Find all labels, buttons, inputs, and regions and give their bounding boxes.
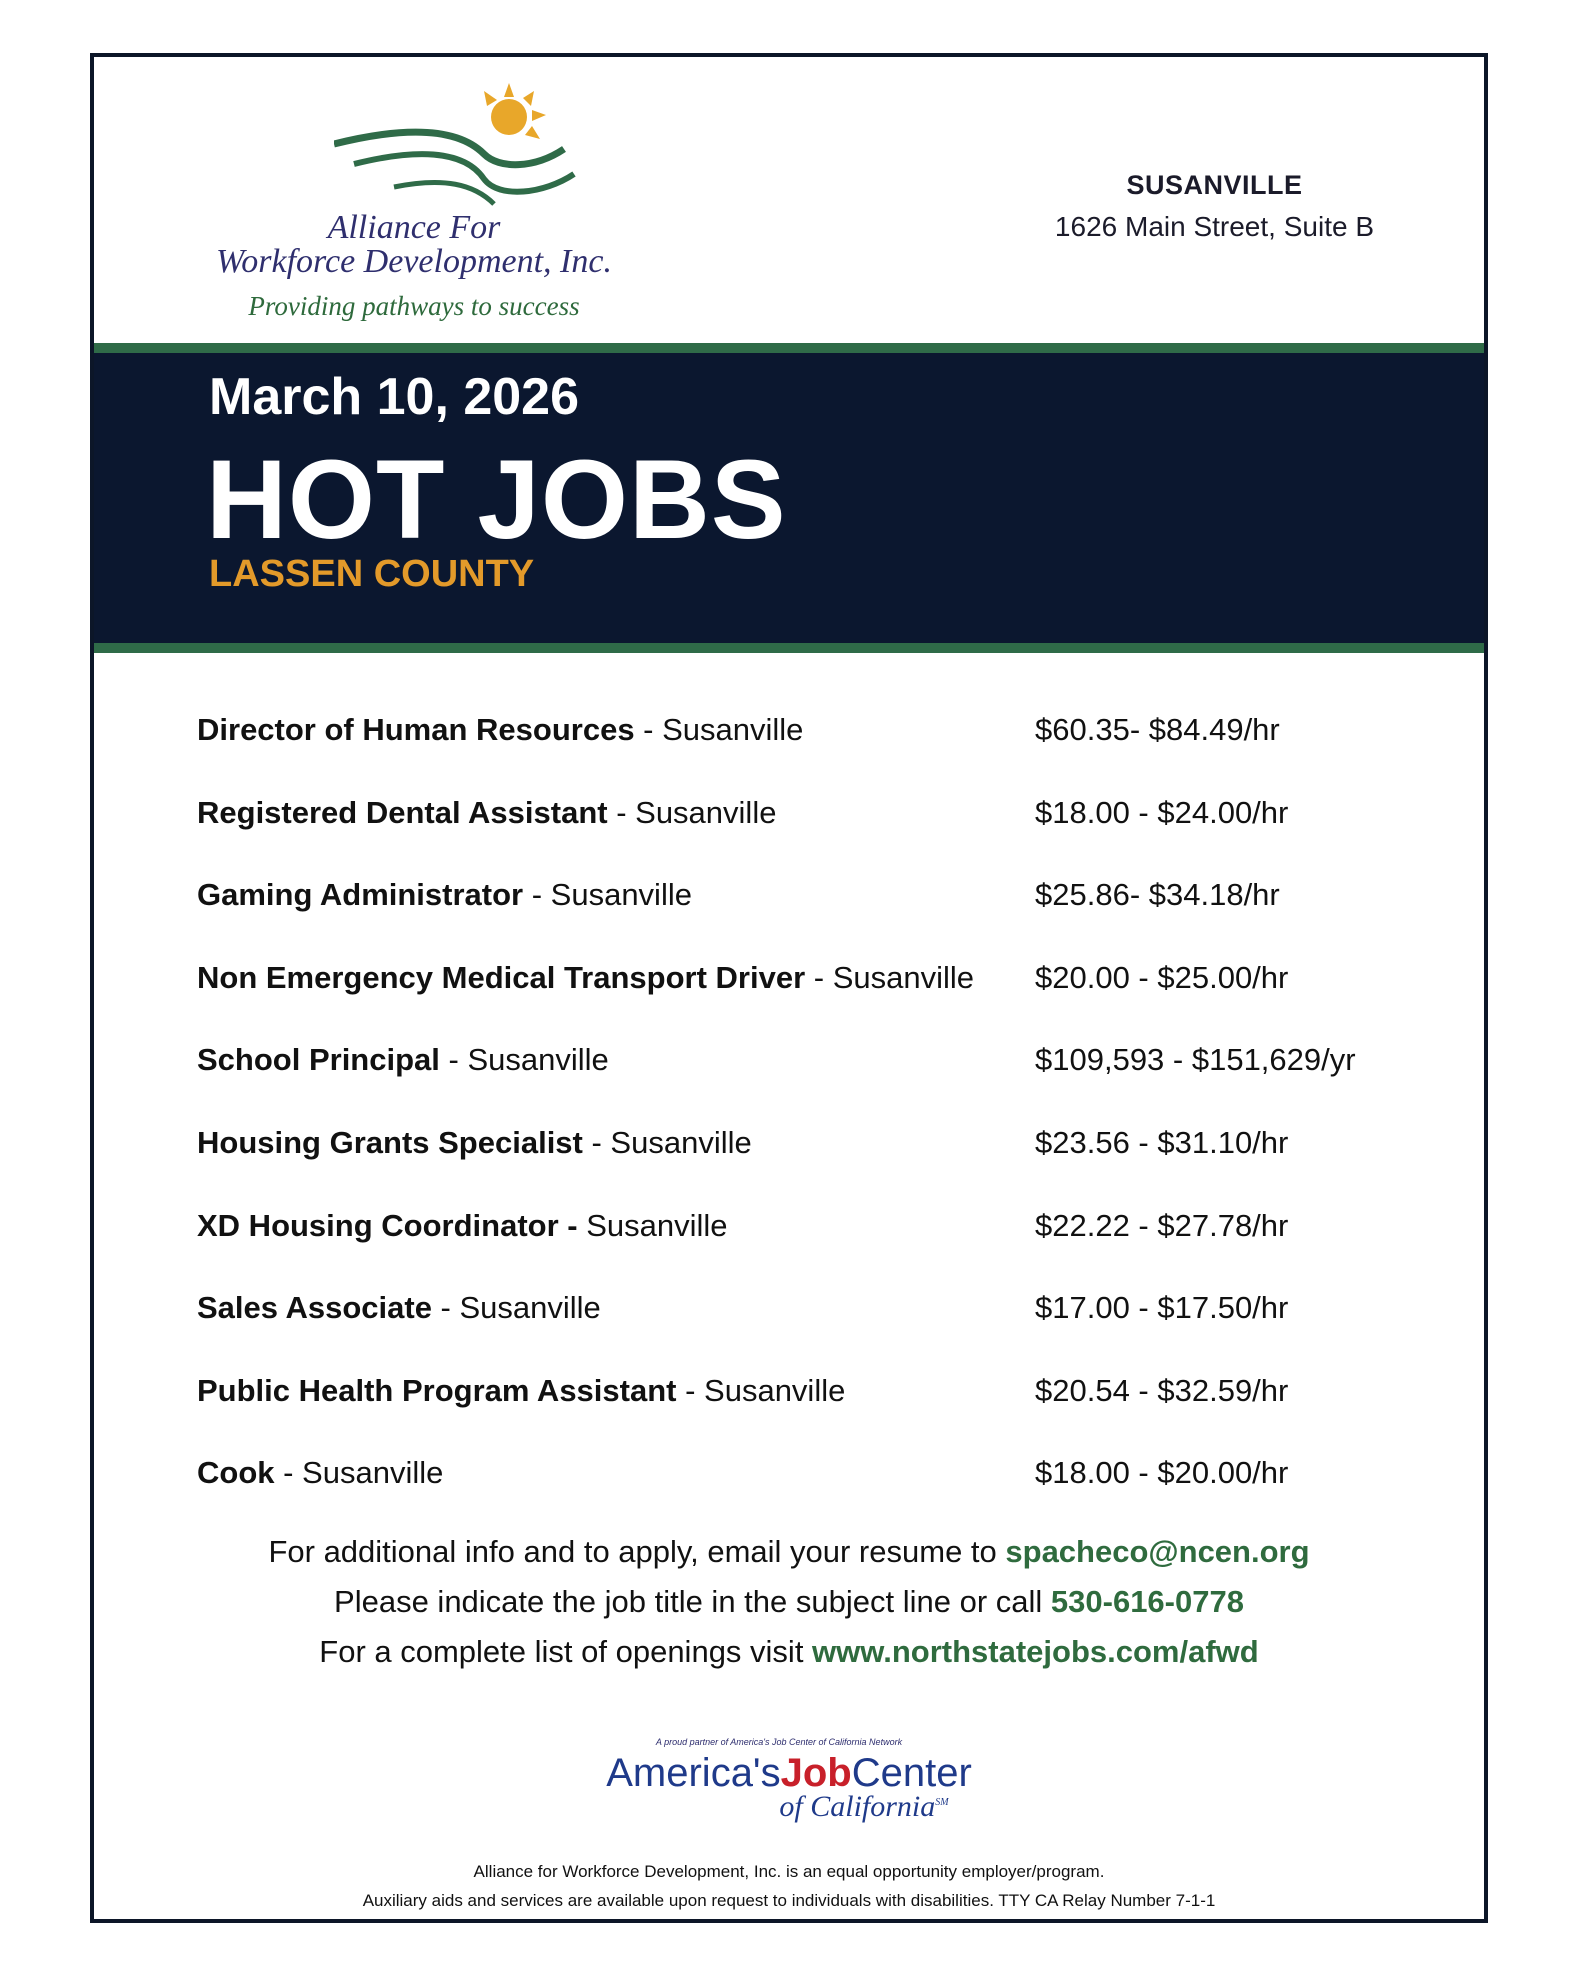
- job-location: - Susanville: [439, 1042, 609, 1078]
- job-location: - Susanville: [634, 712, 804, 747]
- job-list: [197, 712, 1397, 1538]
- organization-name: [204, 211, 624, 279]
- hot-jobs-banner: [94, 353, 1484, 643]
- ajcc-name-job: Job: [780, 1751, 852, 1795]
- top-green-stripe: [94, 343, 1484, 353]
- job-row: [197, 1125, 1397, 1208]
- office-city: SUSANVILLE: [1126, 170, 1303, 200]
- job-title: Sales Associate: [197, 1290, 432, 1326]
- job-location: - Susanville: [607, 794, 777, 830]
- job-pay: $22.22 - $27.78/hr: [1035, 1207, 1289, 1243]
- job-row: [197, 1373, 1397, 1456]
- job-title: Gaming Administrator: [197, 877, 524, 913]
- website-link[interactable]: www.northstatejobs.com/afwd: [812, 1634, 1259, 1669]
- email-link[interactable]: spacheco@ncen.org: [1005, 1534, 1310, 1569]
- footer-disclaimer: [94, 1857, 1484, 1915]
- americas-job-center-logo: [94, 1737, 1484, 1824]
- job-row: [197, 877, 1397, 960]
- organization-tagline: Providing pathways to success: [248, 291, 580, 321]
- job-title: School Principal: [197, 1042, 440, 1078]
- ajcc-california-text: of California: [779, 1790, 936, 1823]
- job-row: [197, 1290, 1397, 1373]
- footer-line2: Auxiliary aids and services are available upon request to individuals with disabilities. TTY CA Relay Number 7-1-1: [362, 1891, 1216, 1910]
- job-pay: $20.54 - $32.59/hr: [1035, 1372, 1289, 1408]
- job-pay: $109,593 - $151,629/yr: [1035, 1042, 1356, 1078]
- job-pay: $20.00 - $25.00/hr: [1035, 959, 1289, 995]
- org-name-line2: Workforce Development, Inc.: [216, 243, 612, 280]
- ajcc-name-america: America's: [606, 1751, 781, 1795]
- job-pay: $23.56 - $31.10/hr: [1035, 1124, 1289, 1160]
- job-location: - Susanville: [805, 959, 974, 995]
- job-location: - Susanville: [582, 1124, 752, 1160]
- banner-date: March 10, 2026: [209, 368, 580, 426]
- job-location: - Susanville: [523, 877, 692, 913]
- flyer-frame: [90, 53, 1488, 1923]
- job-pay: $17.00 - $17.50/hr: [1035, 1290, 1289, 1326]
- job-pay: $18.00 - $24.00/hr: [1035, 794, 1289, 830]
- job-row: [197, 1042, 1397, 1125]
- job-title: XD Housing Coordinator -: [197, 1207, 578, 1243]
- banner-title: HOT JOBS: [206, 437, 787, 562]
- job-title: Registered Dental Assistant: [197, 794, 608, 830]
- job-pay: $25.86- $34.18/hr: [1035, 877, 1280, 913]
- job-location: Susanville: [577, 1207, 728, 1243]
- contact-line-email: [94, 1527, 1484, 1577]
- ajcc-name-center: Center: [851, 1751, 972, 1795]
- job-title: Cook: [197, 1455, 275, 1491]
- ajcc-of-california: [244, 1790, 1484, 1824]
- contact-website-text: For a complete list of openings visit: [319, 1634, 813, 1669]
- contact-phone-text: Please indicate the job title in the subject line or call: [334, 1584, 1051, 1619]
- job-title: Public Health Program Assistant: [197, 1372, 677, 1408]
- job-row: [197, 1208, 1397, 1291]
- contact-line-website: [94, 1627, 1484, 1677]
- job-row: [197, 1455, 1397, 1538]
- contact-line-phone: [94, 1577, 1484, 1627]
- job-title: Non Emergency Medical Transport Driver: [197, 959, 806, 995]
- office-address: 1626 Main Street, Suite B: [1054, 211, 1374, 242]
- job-location: - Susanville: [274, 1455, 444, 1491]
- job-row: [197, 960, 1397, 1043]
- job-title: Director of Human Resources: [197, 712, 635, 747]
- job-location: - Susanville: [431, 1290, 601, 1326]
- org-name-line1: Alliance For: [327, 209, 501, 246]
- ajcc-partner-text: A proud partner of America's Job Center of California Network: [655, 1737, 903, 1747]
- office-address-block: [1055, 170, 1374, 243]
- job-row: [197, 712, 1397, 795]
- job-pay: $18.00 - $20.00/hr: [1035, 1455, 1289, 1491]
- sun-hills-logo-icon: [334, 69, 594, 219]
- job-pay: $60.35- $84.49/hr: [1035, 712, 1280, 747]
- footer-line1: Alliance for Workforce Development, Inc. is an equal opportunity employer/program.: [473, 1862, 1105, 1881]
- banner-subtitle: LASSEN COUNTY: [209, 553, 535, 595]
- phone-link[interactable]: 530-616-0778: [1050, 1584, 1244, 1619]
- job-row: [197, 795, 1397, 878]
- contact-info: [94, 1527, 1484, 1677]
- contact-email-text: For additional info and to apply, email your resume to: [268, 1534, 1006, 1569]
- afwd-logo: [204, 69, 624, 319]
- job-title: Housing Grants Specialist: [197, 1124, 583, 1160]
- job-location: - Susanville: [676, 1372, 846, 1408]
- ajcc-trademark: SM: [935, 1797, 949, 1808]
- bottom-green-stripe: [94, 643, 1484, 653]
